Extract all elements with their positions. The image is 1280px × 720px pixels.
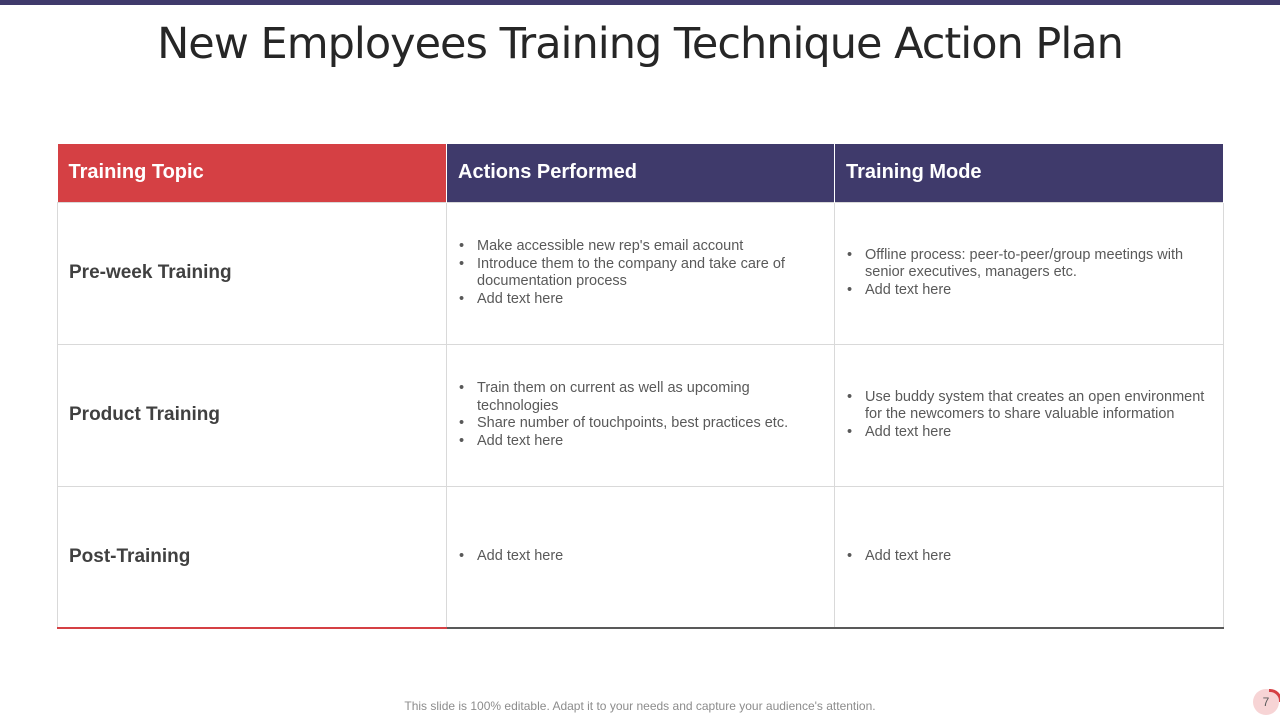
actions-cell [447, 344, 835, 486]
list-item: • Add text here [865, 424, 1212, 442]
list-item: • Add text here [477, 548, 823, 566]
actions-list [448, 548, 833, 566]
topic-cell: Pre-week Training [58, 202, 447, 344]
list-item: • Make accessible new rep's email account [477, 238, 823, 256]
mode-cell [835, 344, 1224, 486]
table-header-row [58, 144, 1224, 202]
topic-cell: Product Training [58, 344, 447, 486]
modes-list [836, 247, 1222, 300]
slide-title: New Employees Training Technique Action Plan [157, 19, 1123, 69]
modes-list [836, 389, 1222, 442]
list-item: • Add text here [865, 548, 1212, 566]
actions-cell [447, 202, 835, 344]
action-plan-table [57, 144, 1224, 629]
list-item: • Introduce them to the company and take care of documentation process [477, 256, 823, 291]
header-training-mode: Training Mode [835, 144, 1224, 202]
list-item: • Share number of touchpoints, best practices etc. [477, 415, 823, 433]
actions-cell [447, 486, 835, 628]
top-accent-bar [0, 0, 1280, 5]
mode-cell [835, 202, 1224, 344]
table-row [58, 344, 1224, 486]
list-item: • Add text here [477, 433, 823, 451]
list-item: • Use buddy system that creates an open environment for the newcomers to share valuable information [865, 389, 1212, 424]
page-number-badge: 7 [1253, 689, 1279, 715]
footer-note: This slide is 100% editable. Adapt it to your needs and capture your audience's attention. [404, 699, 876, 713]
modes-list [836, 548, 1222, 566]
actions-list [448, 238, 833, 308]
list-item: • Train them on current as well as upcoming technologies [477, 380, 823, 415]
list-item: • Offline process: peer-to-peer/group meetings with senior executives, managers etc. [865, 247, 1212, 282]
list-item: • Add text here [477, 291, 823, 309]
topic-cell: Post-Training [58, 486, 447, 628]
table-row [58, 202, 1224, 344]
list-item: • Add text here [865, 282, 1212, 300]
table-row [58, 486, 1224, 628]
actions-list [448, 380, 833, 450]
header-training-topic: Training Topic [58, 144, 447, 202]
header-actions-performed: Actions Performed [447, 144, 835, 202]
mode-cell [835, 486, 1224, 628]
